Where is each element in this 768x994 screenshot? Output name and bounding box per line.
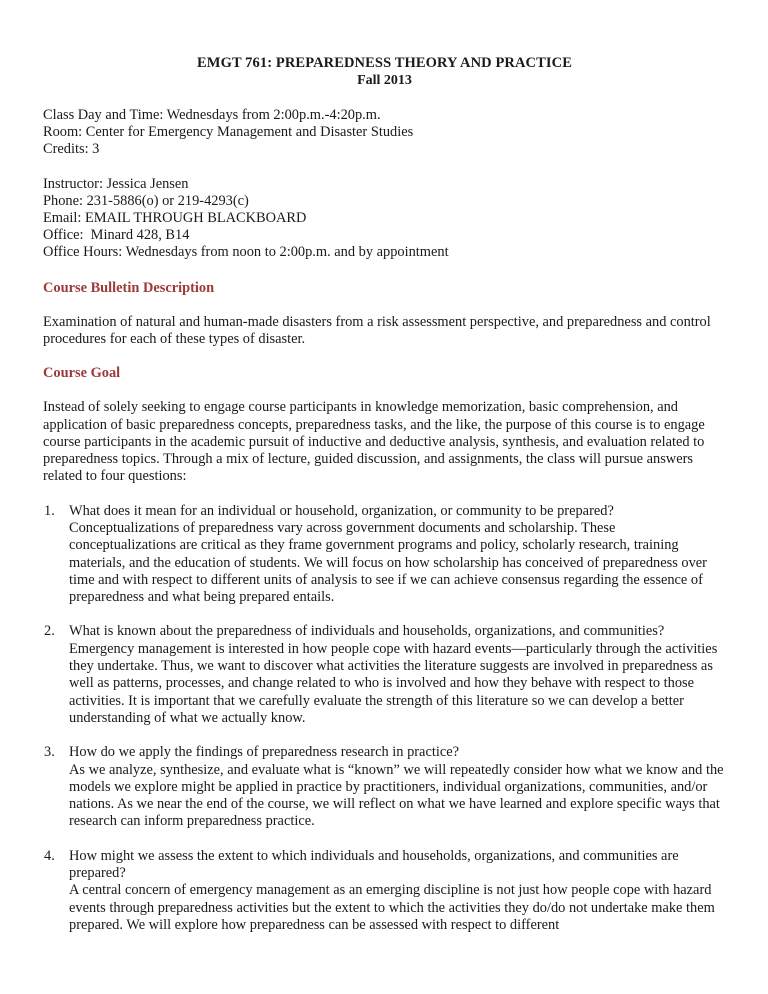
- spacer: [43, 348, 726, 365]
- course-info-block: [43, 107, 726, 159]
- spacer: [43, 486, 726, 503]
- question-body: As we analyze, synthesize, and evaluate what is “known” we will repeatedly consider how what we know and the models we explore might be applied in practice by practitioners, individual organizations, communities, and/or nations. As we near the end of the course, we will reflect on what we have learned and explore specific ways that research can inform preparedness practice.: [69, 761, 724, 830]
- list-item: [43, 623, 726, 727]
- list-item: [43, 744, 726, 830]
- question-body: A central concern of emergency management as an emerging discipline is not just how people cope with hazard events through preparedness activities but the extent to which the activities they do/do not undertake make them prepared. We will explore how preparedness can be assessed with respect to different: [69, 882, 715, 933]
- spacer: [43, 89, 726, 107]
- question-body: Emergency management is interested in how people cope with hazard events—particularly through the activities they undertake. Thus, we want to discover what activities the literature suggests are involved in preparedness as well as patterns, processes, and change related to who is involved and how they behave with respect to those activities. It is important that we carefully evaluate the strength of this literature so we can develop a better understanding of what we actually know.: [69, 640, 718, 726]
- question-prompt: How might we assess the extent to which individuals and households, organizations, and communities are prepared?: [69, 847, 679, 882]
- instructor-phone: Phone: 231-5886(o) or 219-4293(c): [43, 192, 249, 209]
- course-goal-text: Instead of solely seeking to engage course participants in knowledge memorization, basic comprehension, and application of basic preparedness concepts, preparedness tasks, and the like, the purpose of this course is to engage course participants in the academic pursuit of inductive and deductive analysis, synthesis, and evaluation related to preparedness topics. Through a mix of lecture, guided discussion, and assignments, the class will pursue answers related to four questions:: [43, 399, 705, 485]
- question-body: Conceptualizations of preparedness vary across government documents and scholarship. These conceptualizations are critical as they frame government programs and policy, scholarly research, training materials, and the education of students. We will focus on how scholarship has conceived of preparedness over time and with respect to different units of analysis to see if we can achieve consensus regarding the essence of preparedness and what being prepared entails.: [69, 520, 707, 606]
- section-heading-course-goal: Course Goal: [43, 365, 121, 382]
- spacer: [43, 297, 726, 314]
- instructor-office-hours: Office Hours: Wednesdays from noon to 2:00p.m. and by appointment: [43, 244, 449, 261]
- instructor-info-block: [43, 176, 726, 262]
- question-prompt: What is known about the preparedness of individuals and households, organizations, and communities?: [69, 623, 665, 640]
- page-title: EMGT 761: PREPAREDNESS THEORY AND PRACTICE: [197, 55, 572, 71]
- instructor-name: Instructor: Jessica Jensen: [43, 175, 189, 192]
- credits: Credits: 3: [43, 141, 100, 158]
- instructor-office: Office: Minard 428, B14: [43, 227, 190, 244]
- course-bulletin-description-text: Examination of natural and human-made disasters from a risk assessment perspective, and preparedness and control procedures for each of these types of disaster.: [43, 313, 711, 347]
- list-item: [43, 503, 726, 607]
- page-subtitle: Fall 2013: [357, 73, 412, 88]
- spacer: [43, 382, 726, 399]
- spacer: [43, 262, 726, 280]
- instructor-email: Email: EMAIL THROUGH BLACKBOARD: [43, 210, 307, 227]
- room: Room: Center for Emergency Management and Disaster Studies: [43, 124, 414, 141]
- course-questions-list: [43, 503, 726, 935]
- question-prompt: How do we apply the findings of preparedness research in practice?: [69, 744, 459, 761]
- section-heading-course-bulletin-description: Course Bulletin Description: [43, 279, 215, 296]
- spacer: [43, 159, 726, 176]
- question-prompt: What does it mean for an individual or household, organization, or community to be prepared?: [69, 502, 614, 519]
- list-item: [43, 848, 726, 934]
- class-day-and-time: Class Day and Time: Wednesdays from 2:00p.m.-4:20p.m.: [43, 107, 381, 123]
